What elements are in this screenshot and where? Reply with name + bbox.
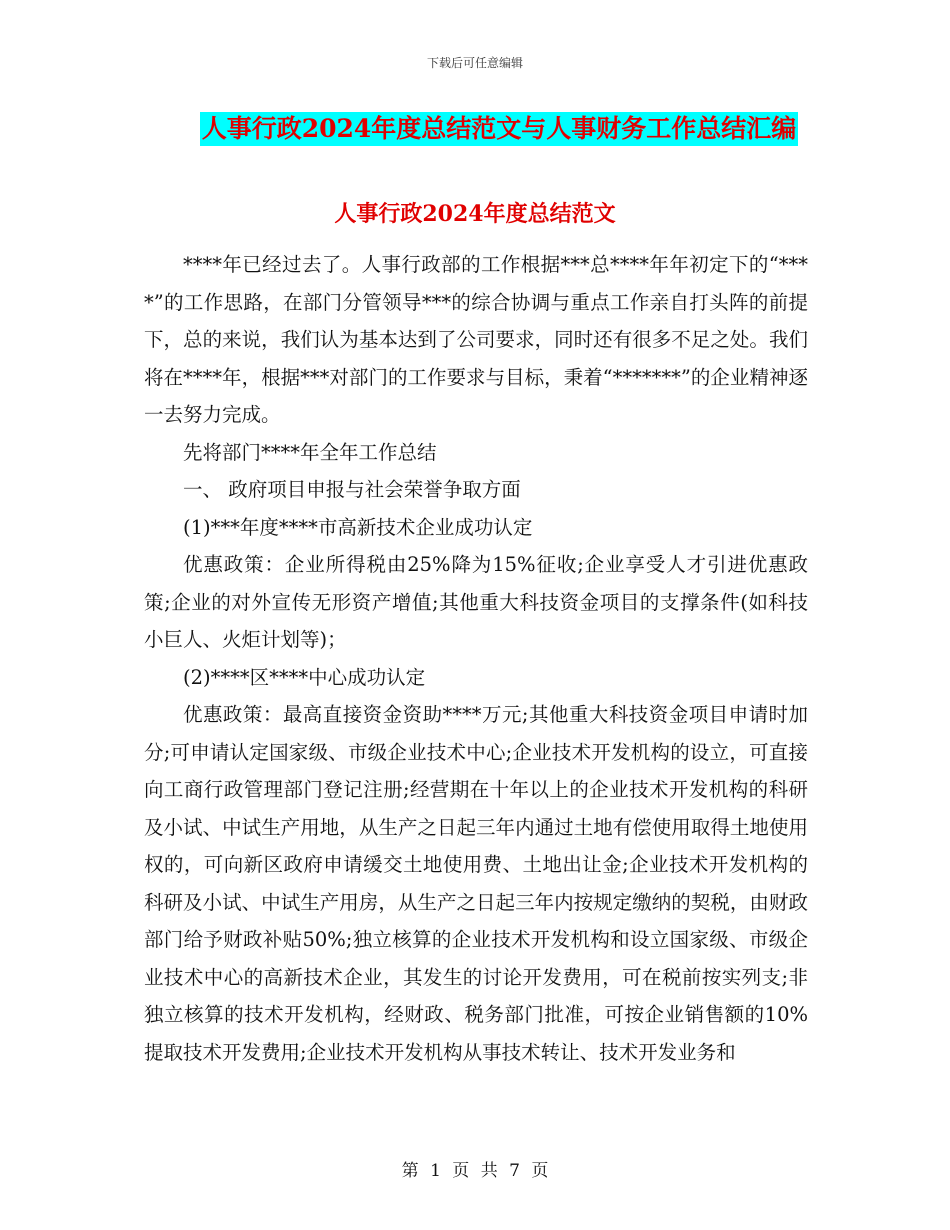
page-footer: 第 1 页 共 7 页 bbox=[401, 1161, 549, 1181]
paragraph-item-2: (2)****区****中心成功认定 bbox=[183, 665, 426, 689]
section-title: 人事行政2024年度总结范文 bbox=[334, 201, 616, 227]
paragraph-item-1: (1)***年度****市高新技术企业成功认定 bbox=[183, 515, 533, 539]
paragraph-section-one: 一、 政府项目申报与社会荣誉争取方面 bbox=[183, 478, 521, 501]
main-title-wrap bbox=[0, 112, 950, 146]
paragraph-policy-1: 优惠政策：企业所得税由25%降为15%征收;企业享受人才引进优惠政策;企业的对外宣传无形资产增值;其他重大科技资金项目的支撑条件(如科技小巨人、火炬计划等)； bbox=[144, 553, 808, 651]
paragraph-intro: ****年已经过去了。人事行政部的工作根据***总****年年初定下的“****”的工作思路，在部门分管领导***的综合协调与重点工作亲自打头阵的前提下，总的来说，我们认为基本达到了公司要求，同时还有很多不足之处。我们将在****年，根据***对部门的工作要求与目标，秉着“*******”的企业精神逐一去努力完成。 bbox=[144, 253, 808, 426]
paragraph-policy-2: 优惠政策：最高直接资金资助****万元;其他重大科技资金项目申请时加分;可申请认定国家级、市级企业技术中心;企业技术开发机构的设立，可直接向工商行政管理部门登记注册;经营期在十年以上的企业技术开发机构的科研及小试、中试生产用地，从生产之日起三年内通过土地有偿使用取得土地使用权的，可向新区政府申请缓交土地使用费、土地出让金;企业技术开发机构的科研及小试、中试生产用房，从生产之日起三年内按规定缴纳的契税，由财政部门给予财政补贴50%;独立核算的企业技术开发机构和设立国家级、市级企业技术中心的高新技术企业，其发生的讨论开发费用，可在税前按实列支;非独立核算的技术开发机构，经财政、税务部门批准，可按企业销售额的10%提取技术开发费用;企业技术开发机构从事技术转让、技术开发业务和 bbox=[144, 703, 808, 1064]
header-note: 下载后可任意编辑 bbox=[426, 56, 523, 70]
document-body bbox=[144, 246, 808, 1071]
paragraph-summary-heading: 先将部门****年全年工作总结 bbox=[183, 440, 437, 464]
main-title: 人事行政2024年度总结范文与人事财务工作总结汇编 bbox=[200, 112, 799, 146]
